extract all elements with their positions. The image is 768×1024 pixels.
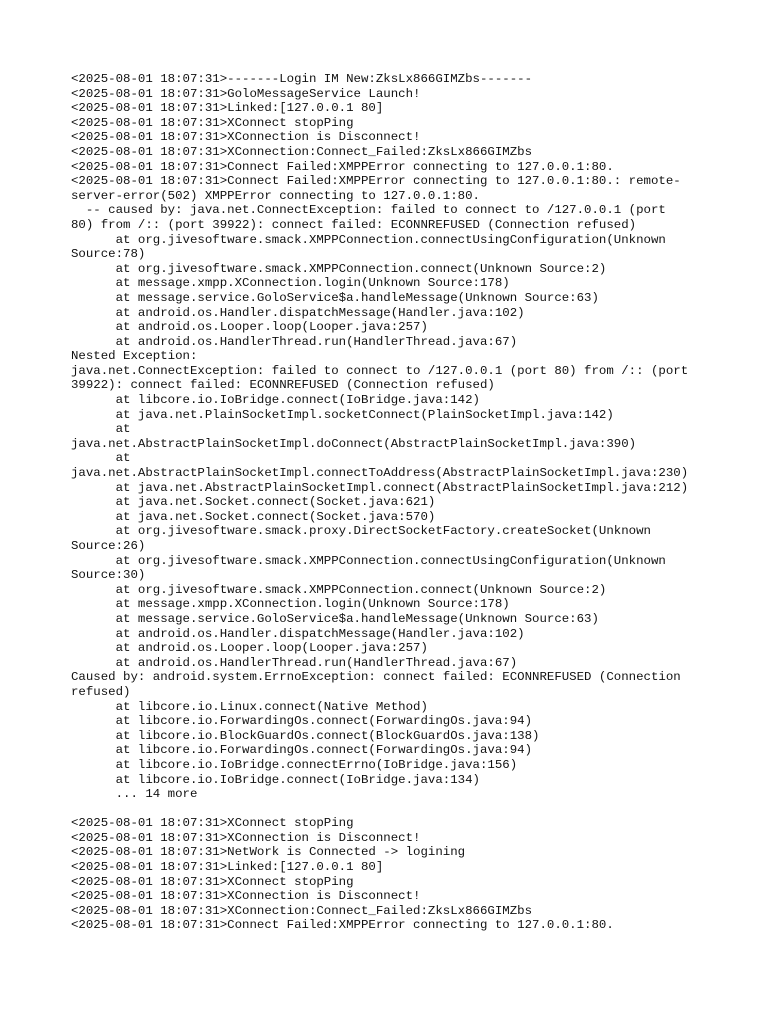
log-line: at org.jivesoftware.smack.XMPPConnection.connectUsingConfiguration(Unknown — [71, 553, 666, 568]
log-line: at — [71, 422, 131, 437]
log-line: server-error(502) XMPPError connecting to 127.0.0.1:80. — [71, 188, 480, 203]
log-line: at org.jivesoftware.smack.XMPPConnection.connect(Unknown Source:2) — [71, 582, 607, 597]
log-line: Source:30) — [71, 568, 146, 583]
log-line: java.net.ConnectException: failed to connect to /127.0.0.1 (port 80) from /:: (port — [71, 363, 689, 378]
log-line: at libcore.io.ForwardingOs.connect(ForwardingOs.java:94) — [71, 714, 533, 729]
log-line: at android.os.Looper.loop(Looper.java:257) — [71, 641, 428, 656]
log-line: at java.net.Socket.connect(Socket.java:570) — [71, 509, 436, 524]
log-line: <2025-08-01 18:07:31>NetWork is Connected -> logining — [71, 845, 466, 860]
log-line: at java.net.AbstractPlainSocketImpl.connect(AbstractPlainSocketImpl.java:212) — [71, 480, 689, 495]
log-line: at message.xmpp.XConnection.login(Unknown Source:178) — [71, 597, 510, 612]
log-line: at android.os.HandlerThread.run(HandlerThread.java:67) — [71, 334, 518, 349]
log-line: at libcore.io.Linux.connect(Native Method) — [71, 699, 428, 714]
log-line: <2025-08-01 18:07:31>XConnect stopPing — [71, 115, 354, 130]
log-line: at android.os.Looper.loop(Looper.java:257) — [71, 320, 428, 335]
log-line: 39922): connect failed: ECONNREFUSED (Connection refused) — [71, 378, 495, 393]
log-line: <2025-08-01 18:07:31>XConnect stopPing — [71, 874, 354, 889]
log-line: <2025-08-01 18:07:31>Connect Failed:XMPPError connecting to 127.0.0.1:80. — [71, 159, 614, 174]
log-line: at org.jivesoftware.smack.proxy.DirectSocketFactory.createSocket(Unknown — [71, 524, 651, 539]
log-line: <2025-08-01 18:07:31>XConnection is Disconnect! — [71, 130, 421, 145]
log-line: 80) from /:: (port 39922): connect failed: ECONNREFUSED (Connection refused) — [71, 217, 637, 232]
log-line: at libcore.io.IoBridge.connect(IoBridge.java:134) — [71, 772, 480, 787]
log-line: at android.os.HandlerThread.run(HandlerThread.java:67) — [71, 655, 518, 670]
log-line: <2025-08-01 18:07:31>Connect Failed:XMPPError connecting to 127.0.0.1:80. — [71, 918, 614, 933]
log-line: at message.service.GoloService$a.handleMessage(Unknown Source:63) — [71, 290, 599, 305]
log-line: refused) — [71, 684, 131, 699]
log-line: at android.os.Handler.dispatchMessage(Handler.java:102) — [71, 305, 525, 320]
log-line: <2025-08-01 18:07:31>XConnection is Disconnect! — [71, 889, 421, 904]
log-line: <2025-08-01 18:07:31>GoloMessageService Launch! — [71, 86, 421, 101]
log-line: at android.os.Handler.dispatchMessage(Handler.java:102) — [71, 626, 525, 641]
log-line: <2025-08-01 18:07:31>XConnection:Connect_Failed:ZksLx866GIMZbs — [71, 144, 533, 159]
log-line: <2025-08-01 18:07:31>Linked:[127.0.0.1 80] — [71, 860, 384, 875]
log-line: java.net.AbstractPlainSocketImpl.doConnect(AbstractPlainSocketImpl.java:390) — [71, 436, 637, 451]
log-line: <2025-08-01 18:07:31>XConnection:Connect_Failed:ZksLx866GIMZbs — [71, 903, 533, 918]
log-line: at libcore.io.BlockGuardOs.connect(BlockGuardOs.java:138) — [71, 728, 540, 743]
log-line: at org.jivesoftware.smack.XMPPConnection.connect(Unknown Source:2) — [71, 261, 607, 276]
log-line: at java.net.Socket.connect(Socket.java:621) — [71, 495, 436, 510]
log-line: at message.xmpp.XConnection.login(Unknown Source:178) — [71, 276, 510, 291]
log-line: <2025-08-01 18:07:31>XConnect stopPing — [71, 816, 354, 831]
log-line: at libcore.io.ForwardingOs.connect(ForwardingOs.java:94) — [71, 743, 533, 758]
log-line: Source:26) — [71, 539, 146, 553]
log-line: at java.net.PlainSocketImpl.socketConnect(PlainSocketImpl.java:142) — [71, 407, 614, 422]
log-line: Source:78) — [71, 247, 146, 262]
log-body — [71, 72, 701, 933]
log-line: at — [71, 451, 131, 466]
log-document — [71, 72, 701, 933]
log-line: ... 14 more — [71, 787, 198, 802]
log-line: -- caused by: java.net.ConnectException: failed to connect to /127.0.0.1 (port — [71, 203, 666, 218]
log-line: java.net.AbstractPlainSocketImpl.connectToAddress(AbstractPlainSocketImpl.java:230) — [71, 466, 689, 481]
log-line: at message.service.GoloService$a.handleMessage(Unknown Source:63) — [71, 611, 599, 626]
log-line: <2025-08-01 18:07:31>Linked:[127.0.0.1 80] — [71, 101, 384, 116]
log-line: <2025-08-01 18:07:31>XConnection is Disconnect! — [71, 830, 421, 845]
log-line — [71, 802, 701, 817]
log-line: at org.jivesoftware.smack.XMPPConnection.connectUsingConfiguration(Unknown — [71, 232, 666, 247]
log-line: Nested Exception: — [71, 349, 198, 364]
log-line: Caused by: android.system.ErrnoException: connect failed: ECONNREFUSED (Connection — [71, 670, 681, 685]
log-line: at libcore.io.IoBridge.connect(IoBridge.java:142) — [71, 393, 480, 408]
log-line: <2025-08-01 18:07:31>-------Login IM New:ZksLx866GIMZbs------- — [71, 72, 533, 86]
log-line: at libcore.io.IoBridge.connectErrno(IoBridge.java:156) — [71, 757, 518, 772]
log-line: <2025-08-01 18:07:31>Connect Failed:XMPPError connecting to 127.0.0.1:80.: remote- — [71, 174, 681, 189]
